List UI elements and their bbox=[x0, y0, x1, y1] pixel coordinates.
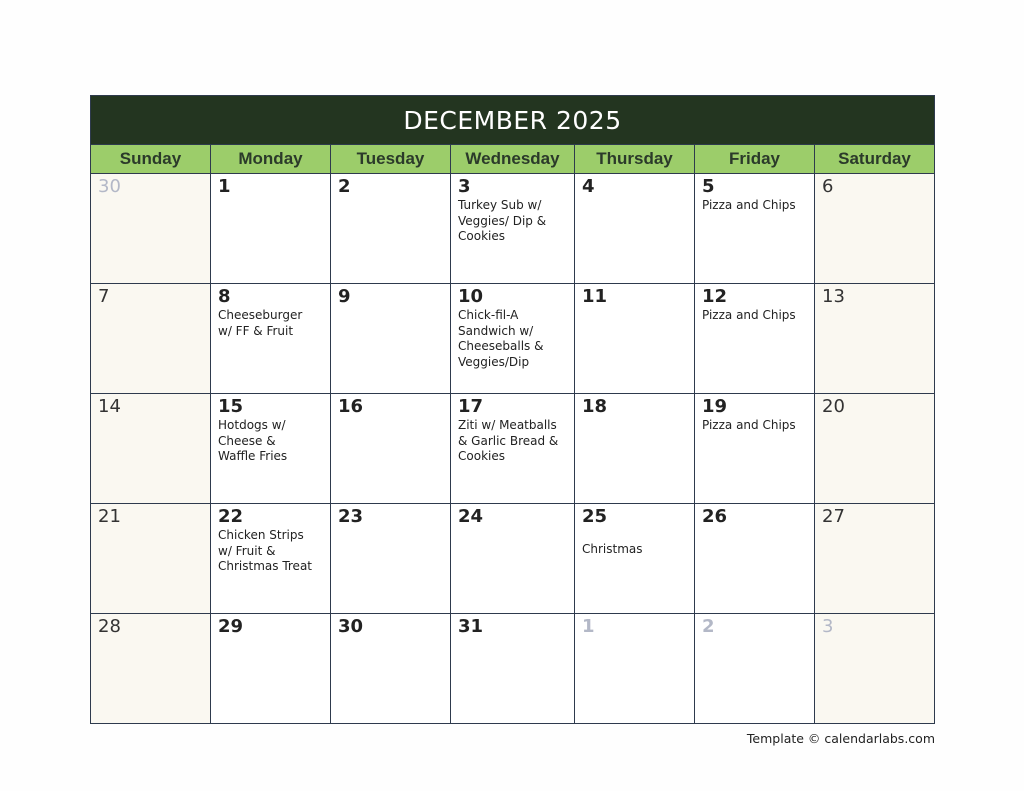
day-event: Pizza and Chips bbox=[702, 198, 796, 212]
day-number: 5 bbox=[702, 176, 715, 197]
day-cell bbox=[695, 174, 815, 283]
day-cell bbox=[331, 394, 451, 503]
day-number: 6 bbox=[822, 176, 834, 197]
day-number: 30 bbox=[98, 176, 121, 197]
weekday-header-row bbox=[91, 144, 934, 174]
week-row bbox=[91, 614, 934, 723]
day-event: Chick-fil-A Sandwich w/ Cheeseballs & Veggies/Dip bbox=[458, 308, 544, 369]
template-credit: Template © calendarlabs.com bbox=[746, 731, 935, 746]
calendar bbox=[90, 95, 935, 724]
day-number: 15 bbox=[218, 396, 244, 417]
day-number: 29 bbox=[218, 616, 244, 637]
day-number: 16 bbox=[338, 396, 364, 417]
day-cell bbox=[815, 284, 934, 393]
day-number: 12 bbox=[702, 286, 728, 307]
day-number: 26 bbox=[702, 506, 728, 527]
day-number: 1 bbox=[582, 616, 595, 637]
day-cell bbox=[575, 614, 695, 723]
day-event: Hotdogs w/ Cheese & Waffle Fries bbox=[218, 418, 288, 463]
day-event: Cheeseburger w/ FF & Fruit bbox=[218, 308, 303, 338]
weekday-friday: Friday bbox=[695, 145, 815, 173]
day-event: Christmas bbox=[582, 542, 643, 556]
day-number: 11 bbox=[582, 286, 608, 307]
day-cell bbox=[91, 174, 211, 283]
day-cell bbox=[451, 284, 575, 393]
day-cell bbox=[91, 394, 211, 503]
week-row bbox=[91, 504, 934, 614]
week-row bbox=[91, 394, 934, 504]
day-cell bbox=[695, 504, 815, 613]
weekday-tuesday: Tuesday bbox=[331, 145, 451, 173]
weekday-monday: Monday bbox=[211, 145, 331, 173]
day-number: 18 bbox=[582, 396, 608, 417]
day-number: 20 bbox=[822, 396, 845, 417]
day-cell bbox=[91, 504, 211, 613]
day-event: Turkey Sub w/ Veggies/ Dip & Cookies bbox=[458, 198, 547, 243]
day-cell bbox=[451, 614, 575, 723]
month-title: DECEMBER 2025 bbox=[91, 96, 934, 144]
day-cell bbox=[695, 614, 815, 723]
day-cell bbox=[331, 284, 451, 393]
day-number: 7 bbox=[98, 286, 110, 307]
day-cell bbox=[91, 284, 211, 393]
day-cell bbox=[575, 394, 695, 503]
day-number: 17 bbox=[458, 396, 484, 417]
day-cell bbox=[331, 174, 451, 283]
day-cell bbox=[91, 614, 211, 723]
day-cell bbox=[211, 614, 331, 723]
day-event: Pizza and Chips bbox=[702, 418, 796, 432]
day-cell bbox=[451, 504, 575, 613]
day-number: 25 bbox=[582, 506, 608, 527]
day-cell bbox=[575, 174, 695, 283]
day-number: 3 bbox=[458, 176, 471, 197]
day-number: 22 bbox=[218, 506, 244, 527]
weekday-sunday: Sunday bbox=[91, 145, 211, 173]
day-cell bbox=[451, 394, 575, 503]
week-row bbox=[91, 174, 934, 284]
day-number: 8 bbox=[218, 286, 231, 307]
weekday-thursday: Thursday bbox=[575, 145, 695, 173]
day-number: 14 bbox=[98, 396, 121, 417]
day-number: 21 bbox=[98, 506, 121, 527]
day-cell bbox=[575, 284, 695, 393]
day-number: 30 bbox=[338, 616, 364, 637]
day-number: 4 bbox=[582, 176, 595, 197]
day-number: 2 bbox=[338, 176, 351, 197]
day-cell bbox=[211, 174, 331, 283]
day-cell bbox=[211, 394, 331, 503]
day-number: 19 bbox=[702, 396, 728, 417]
day-cell bbox=[211, 284, 331, 393]
day-number: 10 bbox=[458, 286, 484, 307]
weekday-wednesday: Wednesday bbox=[451, 145, 575, 173]
day-cell bbox=[211, 504, 331, 613]
day-number: 2 bbox=[702, 616, 715, 637]
day-number: 31 bbox=[458, 616, 484, 637]
calendar-grid bbox=[91, 174, 934, 723]
day-number: 23 bbox=[338, 506, 364, 527]
day-number: 9 bbox=[338, 286, 351, 307]
day-cell bbox=[695, 394, 815, 503]
day-cell bbox=[451, 174, 575, 283]
day-number: 1 bbox=[218, 176, 231, 197]
day-number: 3 bbox=[822, 616, 834, 637]
day-number: 13 bbox=[822, 286, 845, 307]
week-row bbox=[91, 284, 934, 394]
day-number: 24 bbox=[458, 506, 484, 527]
day-cell bbox=[695, 284, 815, 393]
day-cell bbox=[331, 614, 451, 723]
day-cell bbox=[815, 614, 934, 723]
day-event: Pizza and Chips bbox=[702, 308, 796, 322]
day-event: Chicken Strips w/ Fruit & Christmas Treat bbox=[218, 528, 312, 573]
day-cell bbox=[815, 504, 934, 613]
day-event: Ziti w/ Meatballs & Garlic Bread & Cookies bbox=[458, 418, 559, 463]
day-number: 28 bbox=[98, 616, 121, 637]
day-cell bbox=[815, 394, 934, 503]
day-cell bbox=[575, 504, 695, 613]
day-cell bbox=[815, 174, 934, 283]
weekday-saturday: Saturday bbox=[838, 149, 911, 168]
day-number: 27 bbox=[822, 506, 845, 527]
day-cell bbox=[331, 504, 451, 613]
